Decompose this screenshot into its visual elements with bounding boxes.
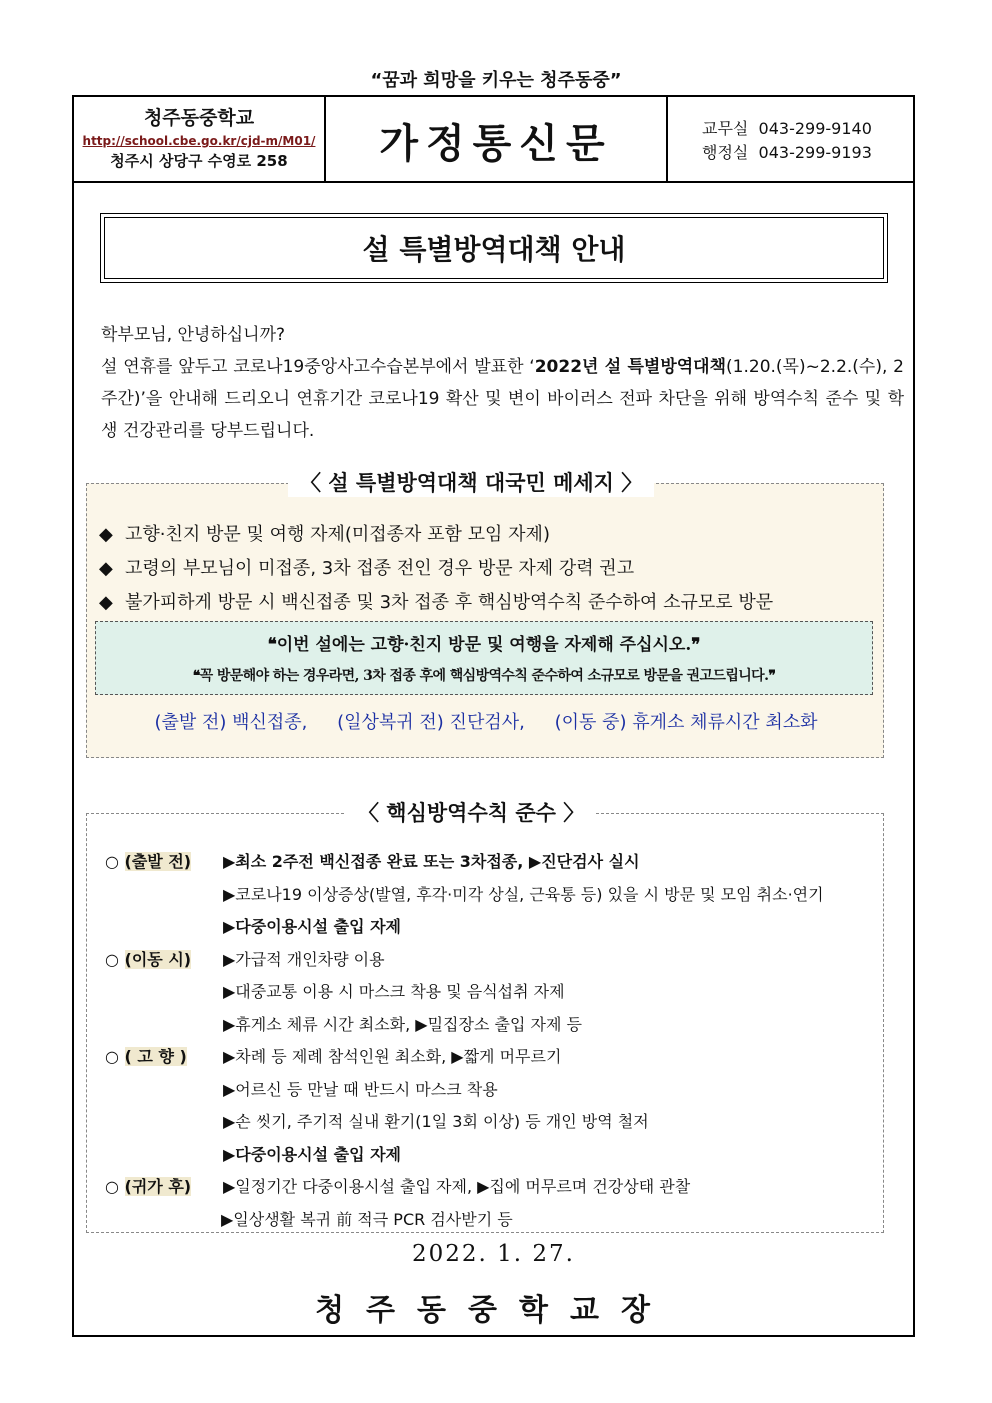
contact-row (702, 141, 913, 165)
contact-label: 교무실 (702, 119, 749, 138)
diamond-icon: ◆ (99, 524, 113, 545)
intro-body-b: (1.20.(목)~2.2.(수), 2주간)’을 안내해 드리오니 연휴기간 코로나19 확산 및 변이 바이러스 전파 차단을 위해 방역수칙 준수 및 학생 건강관리를 당부드립니다. (101, 357, 904, 441)
quote-box (95, 621, 873, 695)
contact-phone: 043-299-9193 (758, 143, 872, 162)
contact-label: 행정실 (702, 143, 749, 162)
rule-text: ▶가급적 개인차량 이용 (223, 949, 385, 969)
rule-line (105, 944, 824, 977)
travel-steps (87, 708, 885, 734)
document-title: 가정통신문 (379, 120, 613, 167)
rule-label: ○ ( 고 향 ) (105, 1047, 187, 1066)
rules-box (86, 813, 884, 1233)
rule-label: ○ (귀가 후) (105, 1177, 192, 1196)
quote-line-1: ❝이번 설에는 고향·친지 방문 및 여행을 자제해 주십시오.❞ (267, 635, 701, 655)
greeting: 학부모님, 안녕하십니까? (101, 325, 286, 345)
message-bullets (99, 518, 773, 620)
rule-line: ▶일상생활 복귀 前 적극 PCR 검사받기 등 (221, 1209, 513, 1229)
bullet-text: 고향·친지 방문 및 여행 자제(미접종자 포함 모임 자제) (125, 524, 550, 545)
school-name: 청주동중학교 (143, 107, 255, 129)
bullet-text: 고령의 부모님이 미접종, 3차 접종 전인 경우 방문 자제 강력 권고 (125, 558, 635, 579)
diamond-icon: ◆ (99, 592, 113, 613)
step-item: (출발 전) 백신접종, (154, 712, 308, 733)
rule-line: ▶다중이용시설 출입 자제 (223, 917, 402, 936)
rules-list (105, 846, 824, 1236)
rule-line: ▶휴게소 체류 시간 최소화, ▶밀집장소 출입 자제 등 (223, 1014, 582, 1034)
rule-line: ▶어르신 등 만날 때 반드시 마스크 착용 (223, 1079, 498, 1099)
school-url-link[interactable]: http://school.cbe.go.kr/cjd-m/M01/ (82, 134, 316, 148)
contact-row (702, 117, 913, 141)
issue-date: 2022. 1. 27. (412, 1241, 575, 1267)
rule-line (105, 1041, 824, 1074)
intro-text (86, 319, 904, 447)
rule-line: ▶다중이용시설 출입 자제 (223, 1144, 402, 1164)
list-item (99, 518, 773, 552)
diamond-icon: ◆ (99, 558, 113, 579)
contact-phone: 043-299-9140 (758, 119, 872, 138)
subject-title: 설 특별방역대책 안내 (104, 217, 884, 279)
rule-label: ○ (출발 전) (105, 852, 192, 871)
subject-box (100, 213, 888, 283)
message-box (86, 483, 884, 758)
step-item: (이동 중) 휴게소 체류시간 최소화 (554, 712, 818, 733)
school-motto: “꿈과 희망을 키우는 청주동중” (370, 70, 622, 91)
rules-section-title: 〈 핵심방역수칙 준수 〉 (346, 797, 596, 827)
rule-line (105, 846, 824, 879)
bullet-text: 불가피하게 방문 시 백신접종 및 3차 접종 후 핵심방역수칙 준수하여 소규모로 방문 (125, 592, 774, 613)
message-section-title: 〈 설 특별방역대책 대국민 메세지 〉 (288, 467, 654, 497)
contact-info (668, 97, 913, 183)
school-info (74, 97, 326, 183)
intro-body-a: 설 연휴를 앞두고 코로나19중앙사고수습본부에서 발표한 ‘ (101, 357, 535, 377)
principal-signature: 청주동중학교장 (315, 1293, 672, 1328)
intro-body (86, 351, 904, 447)
rule-line: ▶코로나19 이상증상(발열, 후각·미각 상실, 근육통 등) 있을 시 방문 및 모임 취소·연기 (223, 884, 824, 904)
rule-label: ○ (이동 시) (105, 949, 192, 969)
newsletter-frame (72, 95, 915, 1337)
rule-text: ▶최소 2주전 백신접종 완료 또는 3차접종, ▶진단검사 실시 (223, 852, 640, 871)
rule-text: ▶일정기간 다중이용시설 출입 자제, ▶집에 머무르며 건강상태 관찰 (223, 1177, 691, 1196)
quote-line-2: ❝꼭 방문해야 하는 경우라면, 3차 접종 후에 핵심방역수칙 준수하여 소규모로 방문을 권고드립니다.❞ (192, 668, 776, 684)
rule-line: ▶대중교통 이용 시 마스크 착용 및 음식섭취 자제 (223, 982, 565, 1001)
rule-line: ▶손 씻기, 주기적 실내 환기(1일 3회 이상) 등 개인 방역 철저 (223, 1112, 649, 1131)
rule-line (105, 1171, 824, 1204)
intro-body-bold: 2022년 설 특별방역대책 (534, 357, 727, 377)
step-item: (일상복귀 전) 진단검사, (337, 712, 525, 733)
document-title-cell (326, 97, 668, 183)
list-item (99, 552, 773, 586)
school-address: 청주시 상당구 수영로 258 (110, 152, 288, 170)
list-item (99, 586, 773, 620)
letterhead (74, 97, 913, 183)
rule-text: ▶차례 등 제례 참석인원 최소화, ▶짧게 머무르기 (223, 1047, 562, 1066)
